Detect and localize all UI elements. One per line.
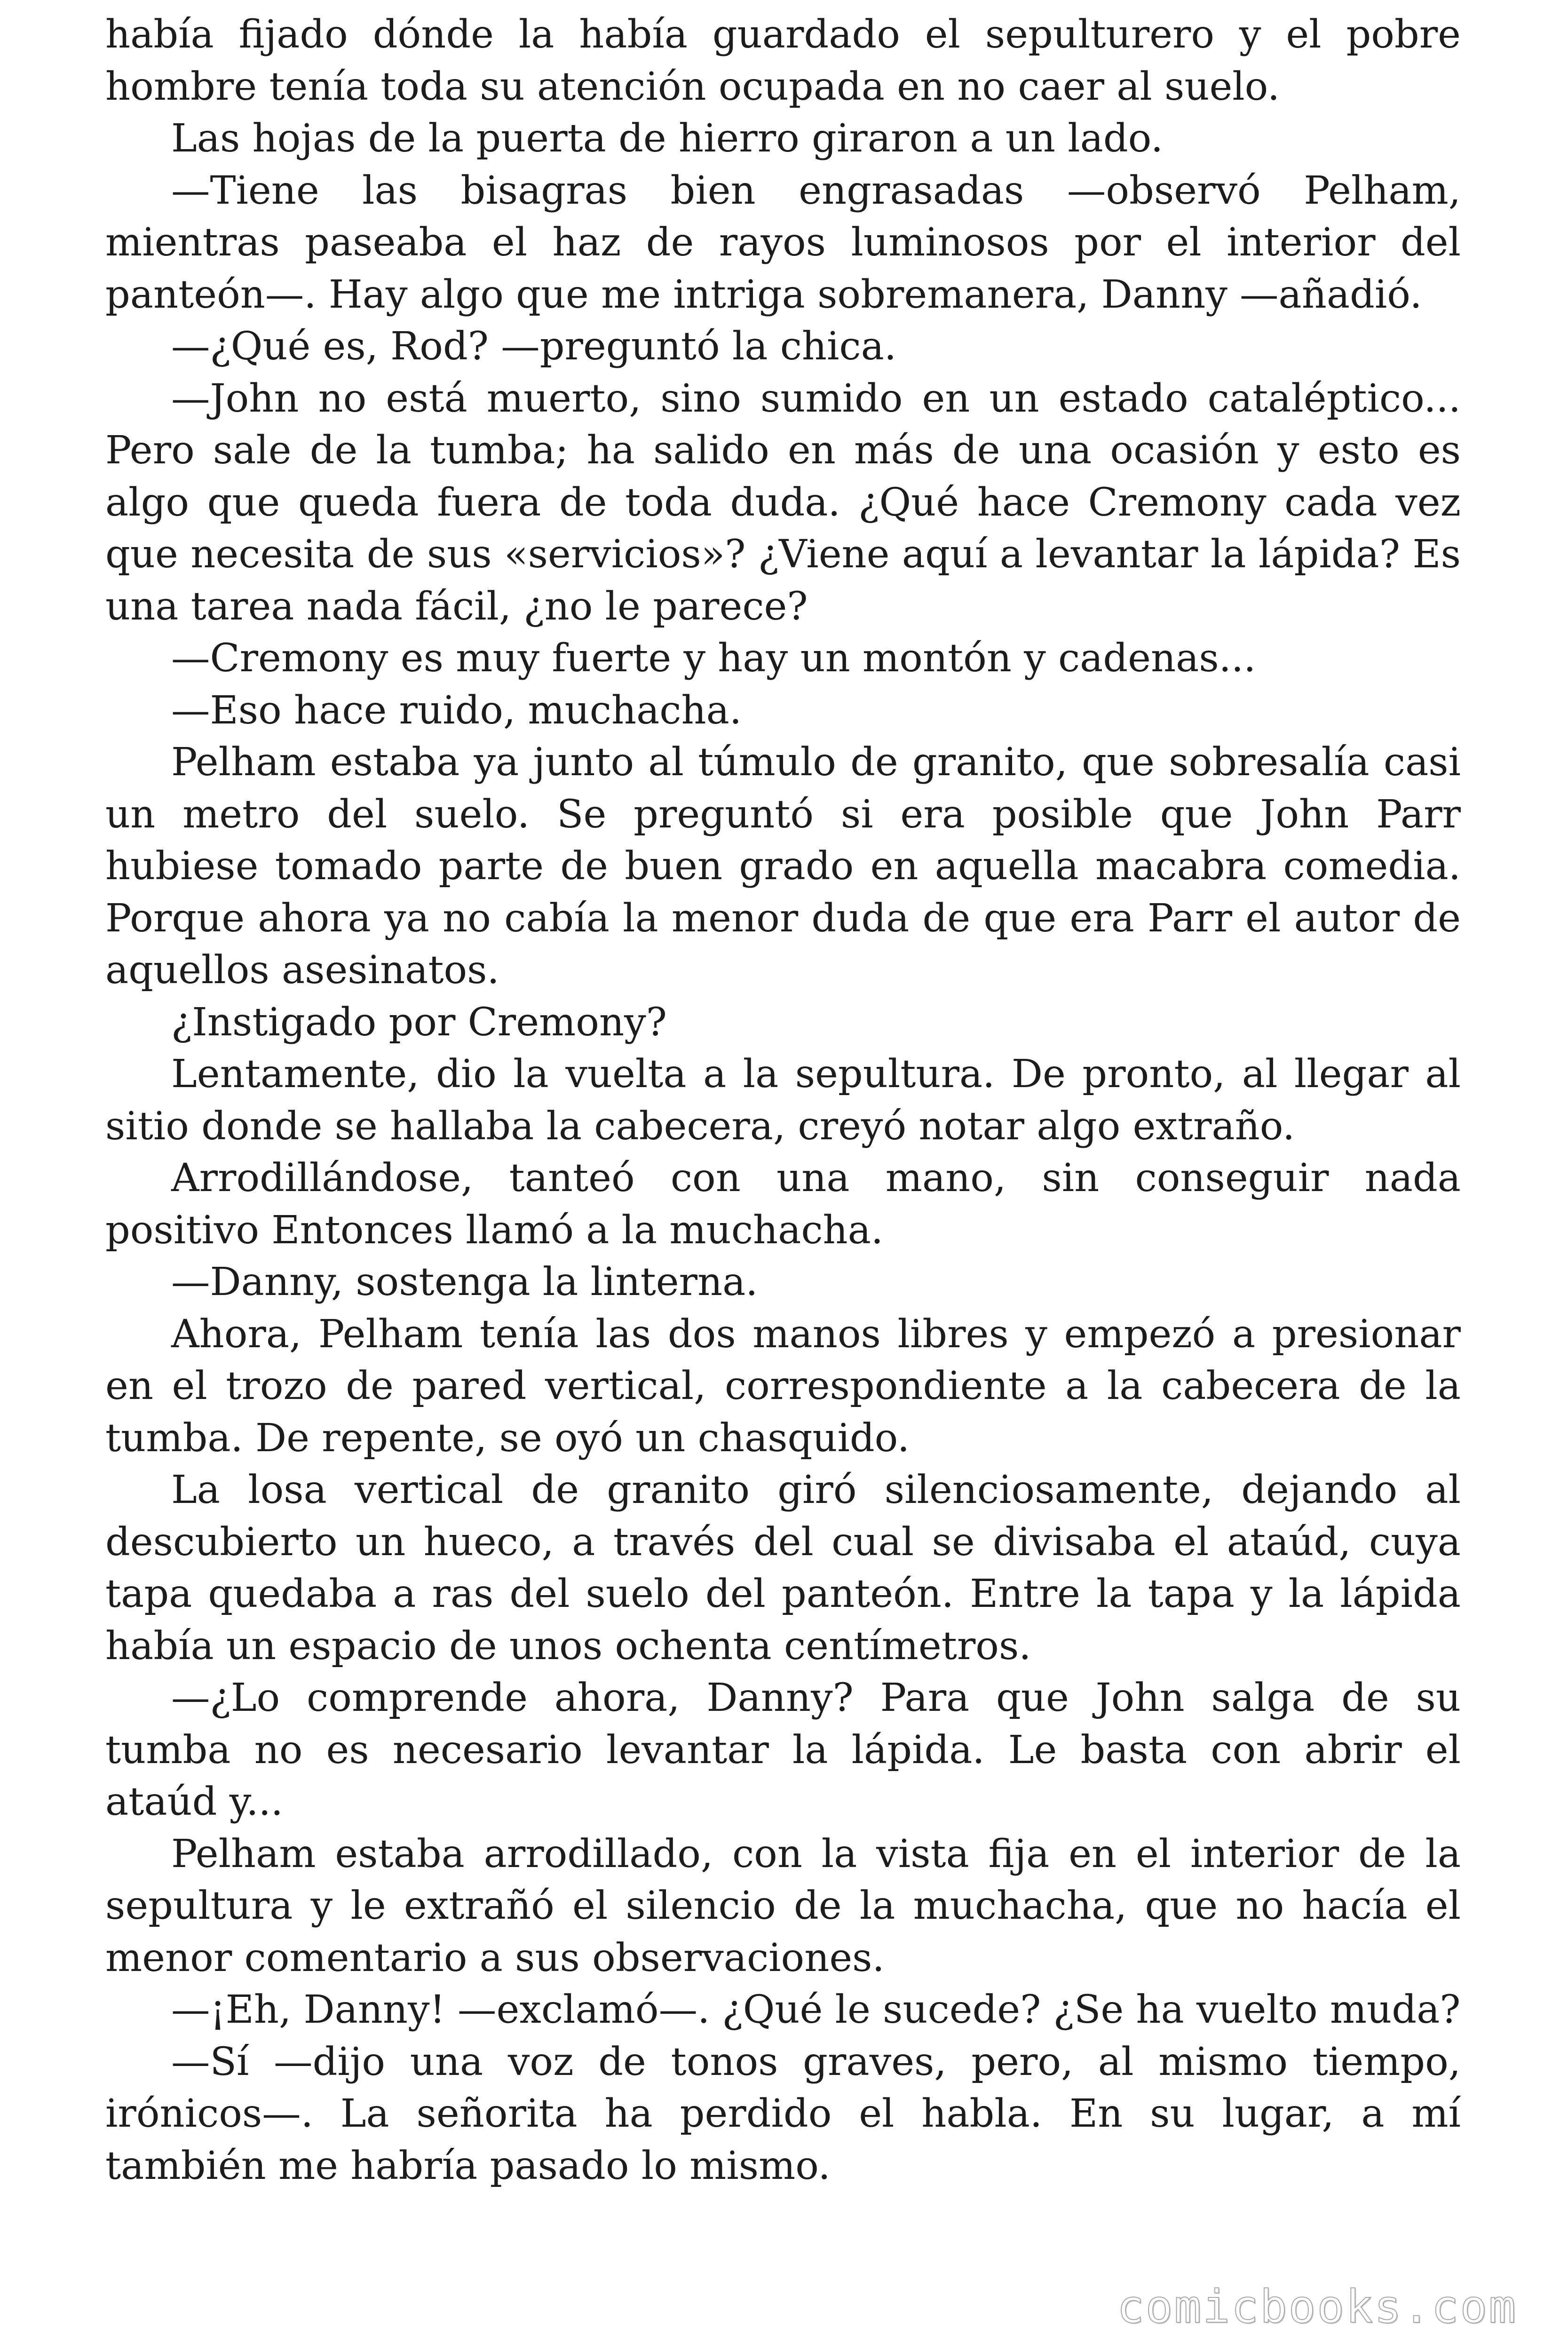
paragraph-9: ¿Instigado por Cremony? <box>171 999 667 1045</box>
paragraph-7: —Eso hace ruido, muchacha. <box>171 687 742 733</box>
site-watermark: comicbooks.com <box>1117 2280 1517 2333</box>
paragraph-3: —Tiene las bisagras bien engrasadas —observó Pelham, mientras paseaba el haz de rayos luminosos por el interior del panteón—. Hay algo que me intriga sobremanera, Danny —añadió. <box>105 167 1461 317</box>
paragraph-4: —¿Qué es, Rod? —preguntó la chica. <box>171 324 897 369</box>
paragraph-13: Ahora, Pelham tenía las dos manos libres y empezó a presionar en el trozo de pared vertical, correspondiente a la cabecera de la tumba. De repente, se oyó un chasquido. <box>105 1311 1461 1461</box>
paragraph-11: Arrodillándose, tanteó con una mano, sin conseguir nada positivo Entonces llamó a la muchacha. <box>105 1155 1461 1253</box>
paragraph-17: —¡Eh, Danny! —exclamó—. ¿Qué le sucede? ¿Se ha vuelto muda? <box>171 1987 1461 2032</box>
paragraph-14: La losa vertical de granito giró silenciosamente, dejando al descubierto un hueco, a través del cual se divisaba el ataúd, cuya tapa quedaba a ras del suelo del panteón. Entre la tapa y la lápida había un espacio de unos ochenta centímetros. <box>105 1467 1461 1669</box>
paragraph-18: —Sí —dijo una voz de tonos graves, pero, al mismo tiempo, irónicos—. La señorita ha perdido el habla. En su lugar, a mí también me habría pasado lo mismo. <box>105 2039 1461 2188</box>
body-text <box>105 8 1461 2192</box>
paragraph-10: Lentamente, dio la vuelta a la sepultura. De pronto, al llegar al sitio donde se hallaba la cabecera, creyó notar algo extraño. <box>105 1051 1461 1149</box>
paragraph-2: Las hojas de la puerta de hierro giraron a un lado. <box>171 116 1164 161</box>
paragraph-8: Pelham estaba ya junto al túmulo de granito, que sobresalía casi un metro del suelo. Se preguntó si era posible que John Parr hubiese tomado parte de buen grado en aquella macabra comedia. Porque ahora ya no cabía la menor duda de que era Parr el autor de aquellos asesinatos. <box>105 739 1461 993</box>
paragraph-1: había fijado dónde la había guardado el sepulturero y el pobre hombre tenía toda su atención ocupada en no caer al suelo. <box>105 12 1461 109</box>
paragraph-15: —¿Lo comprende ahora, Danny? Para que John salga de su tumba no es necesario levantar la lápida. Le basta con abrir el ataúd y... <box>105 1675 1461 1824</box>
paragraph-6: —Cremony es muy fuerte y hay un montón y cadenas... <box>171 636 1256 681</box>
paragraph-16: Pelham estaba arrodillado, con la vista fija en el interior de la sepultura y le extrañó el silencio de la muchacha, que no hacía el menor comentario a sus observaciones. <box>105 1831 1461 1980</box>
paragraph-12: —Danny, sostenga la linterna. <box>171 1259 758 1304</box>
paragraph-5: —John no está muerto, sino sumido en un estado cataléptico... Pero sale de la tumba; ha salido en más de una ocasión y esto es algo que queda fuera de toda duda. ¿Qué hace Cremony cada vez que necesita de sus «servicios»? ¿Viene aquí a levantar la lápida? Es una tarea nada fácil, ¿no le parece? <box>105 375 1461 629</box>
